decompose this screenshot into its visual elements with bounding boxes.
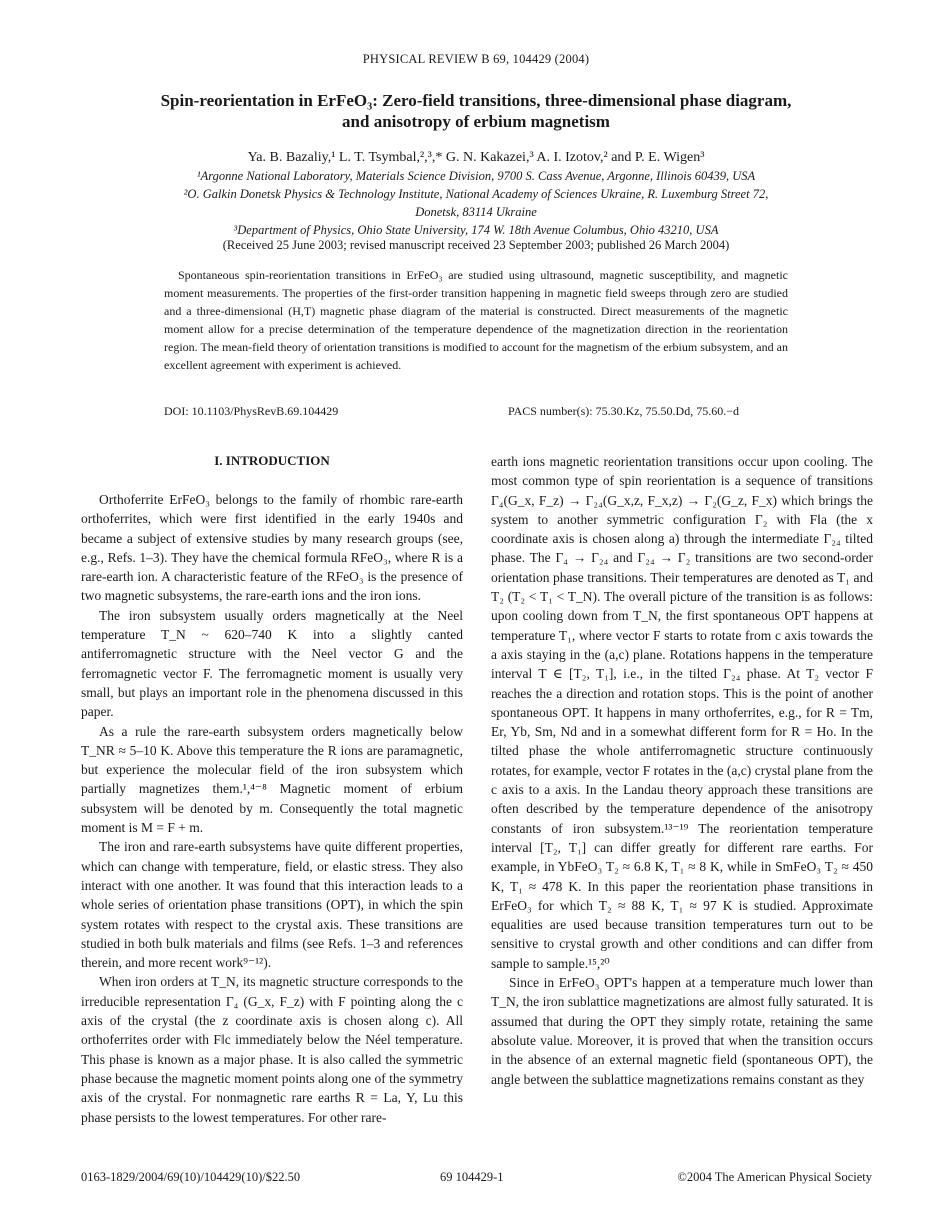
paragraph: As a rule the rare-earth subsystem orders magnetically below T_NR ≈ 5–10 K. Above this temperature the R ions are paramagnetic, but experience the molecular field of the iron subsystem which partially magnetizes them.¹,⁴⁻⁸ Magnetic moment of erbium subsystem will be denoted by m. Consequently the total magnetic moment is M = F + m. bbox=[81, 723, 463, 836]
paragraph: Since in ErFeO₃ OPT's happen at a temperature much lower than T_N, the iron sublattice magnetizations are almost fully saturated. It is assumed that during the OPT they simply rotate, retaining the same absolute value. Moreover, it is proved that when the transition occurs in the absence of an external magnetic field (spontaneous OPT), the angle between the sublattice magnetizations remains constant as they bbox=[491, 975, 873, 1087]
section-heading-introduction: I. INTRODUCTION bbox=[214, 453, 330, 468]
affiliation-3: ³Department of Physics, Ohio State University, 174 W. 18th Avenue Columbus, Ohio 43210, USA bbox=[233, 223, 719, 237]
pacs-numbers: PACS number(s): 75.30.Kz, 75.50.Dd, 75.60.−d bbox=[508, 404, 739, 418]
paragraph: Orthoferrite ErFeO₃ belongs to the family of rhombic rare-earth orthoferrites, which were first identified in the early 1940s and became a subject of extensive studies by many research groups (see, e.g., Refs. 1–3). They have the chemical formula RFeO₃, where R is a rare-earth ion. A characteristic feature of the RFeO₃ is the presence of two magnetic subsystems, the rare-earth ions and the iron ions. bbox=[81, 492, 463, 604]
paper-title-line-2: and anisotropy of erbium magnetism bbox=[342, 112, 610, 131]
paper-title bbox=[60, 90, 892, 132]
paper-title-line-1: Spin-reorientation in ErFeO₃: Zero-field transitions, three-dimensional phase diagram, bbox=[160, 91, 792, 110]
footer-copyright: ©2004 The American Physical Society bbox=[677, 1170, 872, 1184]
left-column bbox=[81, 452, 463, 1127]
paragraph: The iron subsystem usually orders magnetically at the Neel temperature T_N ~ 620–740 K into a slightly canted antiferromagnetic structure with the Neel vector G and the ferromagnetic vector F. The ferromagnetic moment is usually very small, but plays an important role in the phenomena discussed in this paper. bbox=[81, 607, 463, 720]
abstract: Spontaneous spin-reorientation transitions in ErFeO₃ are studied using ultrasound, magnetic susceptibility, and magnetic moment measurements. The properties of the first-order transition happening in magnetic field sweeps through zero are studied and a three-dimensional (H,T) magnetic phase diagram of the material is constructed. Direct measurements of the magnetic moment allow for a precise determination of the temperature dependence of the magnetization direction in the reorientation region. The mean-field theory of orientation transitions is modified to account for the magnetism of the erbium subsystem, and an excellent agreement with experiment is achieved. bbox=[164, 268, 788, 372]
footer-page-number: 69 104429-1 bbox=[440, 1170, 504, 1184]
paragraph: The iron and rare-earth subsystems have quite different properties, which can change with temperature, field, or elastic stress. They also interact with one another. It was found that this interaction leads to a whole series of orientation phase transitions (OPT), in which the spin system rotates with respect to the crystal axis. These transitions are studied in both bulk materials and films (see Refs. 1–3 and references therein, and more recent work⁹⁻¹²). bbox=[81, 839, 463, 971]
affiliation-2-line-2: Donetsk, 83114 Ukraine bbox=[415, 205, 537, 219]
doi-link[interactable]: DOI: 10.1103/PhysRevB.69.104429 bbox=[164, 404, 339, 418]
journal-header: PHYSICAL REVIEW B 69, 104429 (2004) bbox=[362, 52, 590, 66]
affiliation-2 bbox=[60, 185, 892, 221]
paragraph: When iron orders at T_N, its magnetic structure corresponds to the irreducible representation Γ₄ (G_x, F_z) with F pointing along the c axis of the crystal (the z coordinate axis is chosen along c). All orthoferrites order with F‖c immediately below the Néel temperature. This phase is known as a major phase. It is also called the symmetric phase because the magnetic moment points along one of the symmetry axis of the crystal. For nonmagnetic rare earths R = La, Y, Lu this phase persists to the lowest temperatures. For other rare- bbox=[81, 974, 463, 1125]
author-list: Ya. B. Bazaliy,¹ L. T. Tsymbal,²,³,* G. N. Kakazei,³ A. I. Izotov,² and P. E. Wigen³ bbox=[247, 150, 705, 165]
footer-code: 0163-1829/2004/69(10)/104429(10)/$22.50 bbox=[81, 1170, 301, 1184]
paragraph: earth ions magnetic reorientation transitions occur upon cooling. The most common type of spin reorientation is a sequence of transitions Γ₄(G_x, F_z) → Γ₂₄(G_x,z, F_x,z) → Γ₂(G_z, F_x) which brings the system to another symmetric configuration Γ₂ with F‖a (the x coordinate axis is chosen along a) through the intermediate Γ₂₄ tilted phase. The Γ₄ → Γ₂₄ and Γ₂₄ → Γ₂ transitions are two second-order orientation phase transitions. Their temperatures are denoted as T₁ and T₂ (T₂ < T₁ < T_N). The overall picture of the transition is as follows: upon cooling down from T_N, the first spontaneous OPT happens at temperature T₁, where vector F starts to rotate from c axis towards the a axis staying in the (a,c) plane. Rotations happens in the temperature interval T ∈ [T₂, T₁], i.e., in the tilted Γ₂₄ phase. At T₂ vector F reaches the a direction and rotation stops. This is the point of another spontaneous OPT. It happens in many orthoferrites, e.g., for R = Tm, Er, Yb, Sm, Nd and in a somewhat different form for R = Ho. In the tilted phase the whole antiferromagnetic structure continuously rotates, for example, vector F rotates in the (a,c) crystal plane from the c axis to a axis. In the Landau theory approach these transitions are often described by the temperature dependence of the anisotropy constants of iron subsystem.¹³⁻¹⁹ The reorientation temperature interval [T₂, T₁] can differ greatly for different rare earths. For example, in YbFeO₃ T₂ ≈ 6.8 K, T₁ ≈ 8 K, while in SmFeO₃ T₂ ≈ 450 K, T₁ ≈ 478 K. In this paper the reorientation phase transitions in ErFeO₃ for which T₂ ≈ 88 K, T₁ ≈ 97 K is studied. Approximate equalities are used because transition temperatures turn out to be sensitive to crystal growth and other conditions and can differ from sample to sample.¹⁵,²⁰ bbox=[491, 454, 873, 971]
affiliation-2-line-1: ²O. Galkin Donetsk Physics & Technology Institute, National Academy of Sciences Ukraine, R. Luxemburg Street 72, bbox=[183, 187, 769, 201]
affiliation-1: ¹Argonne National Laboratory, Materials Science Division, 9700 S. Cass Avenue, Argonne, Illinois 60439, USA bbox=[196, 169, 756, 183]
right-column bbox=[491, 452, 873, 1089]
received-dates: (Received 25 June 2003; revised manuscript received 23 September 2003; published 26 March 2004) bbox=[222, 238, 730, 252]
